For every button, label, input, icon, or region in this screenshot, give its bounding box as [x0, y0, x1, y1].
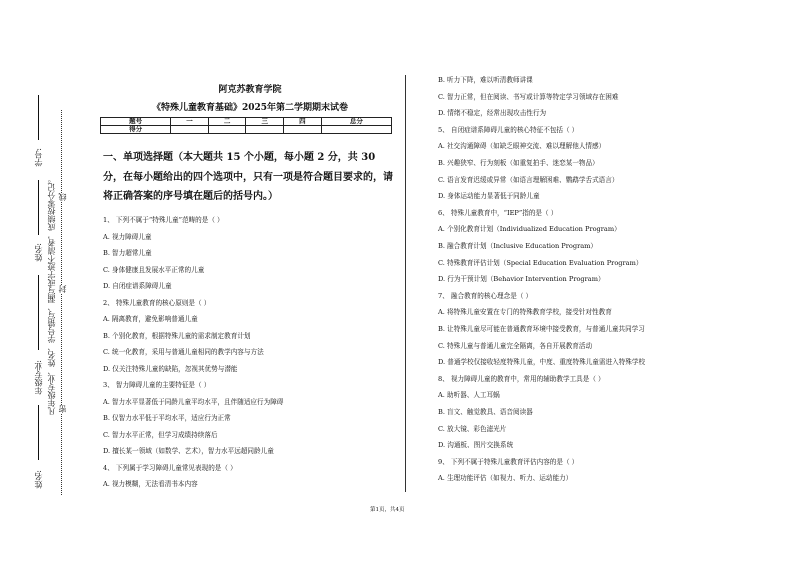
question-stem: 6、 特殊儿童教育中，“IEP”指的是（ ）: [438, 208, 558, 217]
answer-option: D. 普通学校仅接收轻度特殊儿童，中度、重度特殊儿童需进入特殊学校: [438, 358, 646, 367]
answer-option: B. 盲文、触觉教具、语音阅读器: [438, 408, 533, 416]
student-id-field-line[interactable]: [38, 95, 39, 140]
score-header: 四: [284, 118, 322, 126]
answer-option: D. 沟通板、图片交换系统: [438, 441, 514, 450]
question-stem: 7、 融合教育的核心理念是（ ）: [438, 291, 533, 300]
question-stem: 3、 智力障碍儿童的主要特征是（ ）: [103, 381, 211, 389]
score-table: [100, 117, 392, 134]
column-divider: [405, 75, 406, 492]
section-heading: 一、单项选择题（本大题共 15 个小题，每小题 2 分，共 30 分，在每小题给出的四个选项中，只有一项是符合题目要求的，请将正确答案的序号填在题后的括号内。）: [103, 152, 393, 202]
answer-option: A. 视力模糊，无法看清书本内容: [103, 480, 198, 488]
exam-title: 《特殊儿童教育基础》2025年第二学期期末试卷: [151, 103, 349, 113]
seal-char: 封: [58, 285, 67, 293]
answer-option: B. 融合教育计划（Inclusive Education Program）: [438, 242, 597, 250]
question-stem: 9、 下列不属于特殊儿童教育评估内容的是（ ）: [438, 457, 579, 466]
answer-option: D. 擅长某一领域（如数学、艺术），智力水平远超同龄儿童: [103, 447, 274, 455]
answer-option: C. 智力正常，但在阅读、书写或计算等特定学习领域存在困难: [438, 92, 619, 101]
score-row-label: 得分: [101, 126, 171, 134]
answer-option: A. 隔离教育，避免影响普通儿童: [103, 315, 198, 323]
student-name-field-line[interactable]: [38, 180, 39, 235]
answer-option: C. 特殊儿童与普通儿童完全隔离，各自开展教育活动: [438, 341, 593, 350]
student-id-field-label: 学号:: [34, 148, 43, 167]
page-number: 第1页，共4页: [370, 507, 405, 513]
score-header: 二: [208, 118, 246, 126]
answer-option: C. 统一化教育，采用与普通儿童相同的教学内容与方法: [103, 348, 264, 356]
score-cell[interactable]: [246, 126, 284, 134]
answer-option: D. 仅关注特殊儿童的缺陷，忽视其优势与潜能: [103, 364, 238, 373]
score-header: 总分: [321, 118, 391, 126]
seal-char: 密: [58, 405, 67, 413]
notice-text: 凡年级专业、姓名、学号错写、漏写或字迹不清者，成绩按零分记。: [47, 175, 56, 415]
seal-line: [61, 110, 62, 495]
grade-major-field-line[interactable]: [38, 275, 39, 350]
answer-option: B. 兴趣狭窄、行为刻板（如重复拍手、迷恋某一物品）: [438, 159, 599, 167]
answer-option: B. 听力下降，难以听清教师讲课: [438, 76, 533, 84]
answer-option: B. 让特殊儿童尽可能在普通教育环境中接受教育，与普通儿童共同学习: [438, 325, 645, 333]
score-header: 题号: [101, 118, 171, 126]
answer-option: C. 放大镜、彩色滤光片: [438, 424, 507, 433]
answer-option: A. 将特殊儿童安置在专门的特殊教育学校，接受针对性教育: [438, 308, 612, 317]
answer-option: C. 语言发育迟缓或异常（如语言理解困难、鹦鹉学舌式语言）: [438, 175, 619, 184]
name-field-line[interactable]: [38, 405, 39, 460]
answer-option: A. 视力障碍儿童: [103, 232, 152, 241]
answer-option: B. 个别化教育，根据特殊儿童的需求制定教育计划: [103, 331, 251, 340]
answer-option: A. 社交沟通障碍（如缺乏眼神交流、难以理解他人情感）: [438, 142, 606, 151]
answer-option: A. 智力水平显著低于同龄儿童平均水平，且伴随适应行为障碍: [103, 397, 284, 406]
answer-option: D. 情绪不稳定，经常出现攻击性行为: [438, 109, 547, 118]
question-stem: 5、 自闭症谱系障碍儿童的核心特征不包括（ ）: [438, 125, 579, 134]
answer-option: B. 智力超常儿童: [103, 249, 152, 257]
answer-option: B. 仅智力水平低于平均水平，适应行为正常: [103, 414, 231, 422]
name-field-label: 姓名:: [34, 470, 43, 489]
score-cell[interactable]: [208, 126, 246, 134]
student-name-field-label: 姓名:: [34, 243, 43, 262]
grade-major-field-label: 年级专业:: [34, 360, 43, 395]
answer-option: D. 行为干预计划（Behavior Intervention Program）: [438, 275, 605, 284]
answer-option: C. 特殊教育评估计划（Special Education Evaluation Program）: [438, 258, 643, 267]
question-stem: 4、 下列属于学习障碍儿童常见表现的是（ ）: [103, 463, 237, 472]
school-name: 阿克苏教育学院: [218, 85, 282, 95]
answer-option: C. 身体健康且发展水平正常的儿童: [103, 265, 205, 274]
question-stem: 8、 视力障碍儿童的教育中，常用的辅助教学工具是（ ）: [438, 374, 605, 383]
score-cell[interactable]: [321, 126, 391, 134]
question-stem: 1、 下列不属于“特殊儿童”范畴的是（ ）: [103, 216, 224, 224]
seal-char: 线: [58, 193, 67, 201]
answer-option: D. 身体运动能力显著低于同龄儿童: [438, 192, 540, 201]
score-cell[interactable]: [171, 126, 209, 134]
question-stem: 2、 特殊儿童教育的核心原则是（ ）: [103, 298, 211, 307]
answer-option: A. 助听器、人工耳蜗: [438, 391, 500, 400]
answer-option: A. 个别化教育计划（Individualized Education Program）: [438, 225, 621, 234]
score-cell[interactable]: [284, 126, 322, 134]
answer-option: A. 生理功能评估（如视力、听力、运动能力）: [438, 474, 573, 483]
score-header: 三: [246, 118, 284, 126]
score-header: 一: [171, 118, 209, 126]
answer-option: C. 智力水平正常，但学习成绩持续落后: [103, 430, 218, 439]
answer-option: D. 自闭症谱系障碍儿童: [103, 282, 172, 290]
